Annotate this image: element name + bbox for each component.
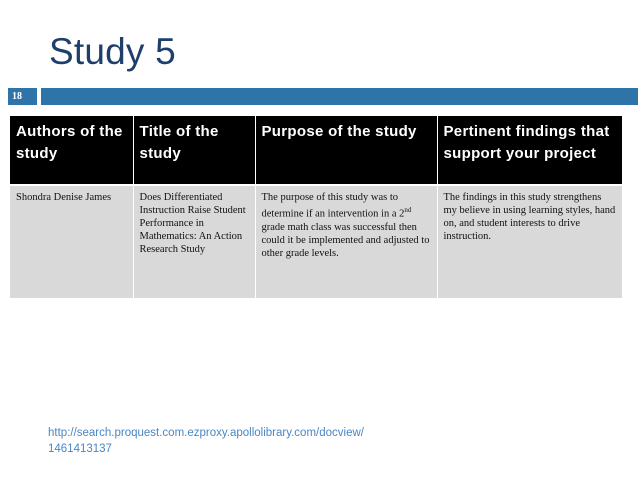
cell-purpose-text-continued: grade math class was successful then could it be implemented and adjusted to other grade levels. <box>261 221 430 259</box>
cell-purpose-text: The purpose of this study was to determine if an intervention in a 2 <box>261 192 405 220</box>
slide-title: Study 5 <box>49 31 176 72</box>
accent-bar <box>41 88 638 105</box>
source-link[interactable] <box>48 425 364 457</box>
header-authors: Authors of the study <box>10 116 133 185</box>
source-link-line-1[interactable]: http://search.proquest.com.ezproxy.apollolibrary.com/docview/ <box>48 427 364 439</box>
table-header-row <box>10 116 622 185</box>
header-findings: Pertinent findings that support your project <box>437 116 622 185</box>
cell-author: Shondra Denise James <box>10 185 133 298</box>
header-purpose: Purpose of the study <box>255 116 437 185</box>
table-row <box>10 185 622 298</box>
slide-number: 18 <box>8 88 37 105</box>
study-table <box>10 116 622 298</box>
cell-findings: The findings in this study strengthens my believe in using learning styles, hand on, and student interests to drive instruction. <box>437 185 622 298</box>
header-title: Title of the study <box>133 116 255 185</box>
cell-purpose <box>255 185 437 298</box>
cell-title: Does Differentiated Instruction Raise Student Performance in Mathematics: An Action Research Study <box>133 185 255 298</box>
cell-purpose-superscript: nd <box>404 206 412 214</box>
study-table-container <box>10 116 622 298</box>
source-link-line-2[interactable]: 1461413137 <box>48 443 112 455</box>
